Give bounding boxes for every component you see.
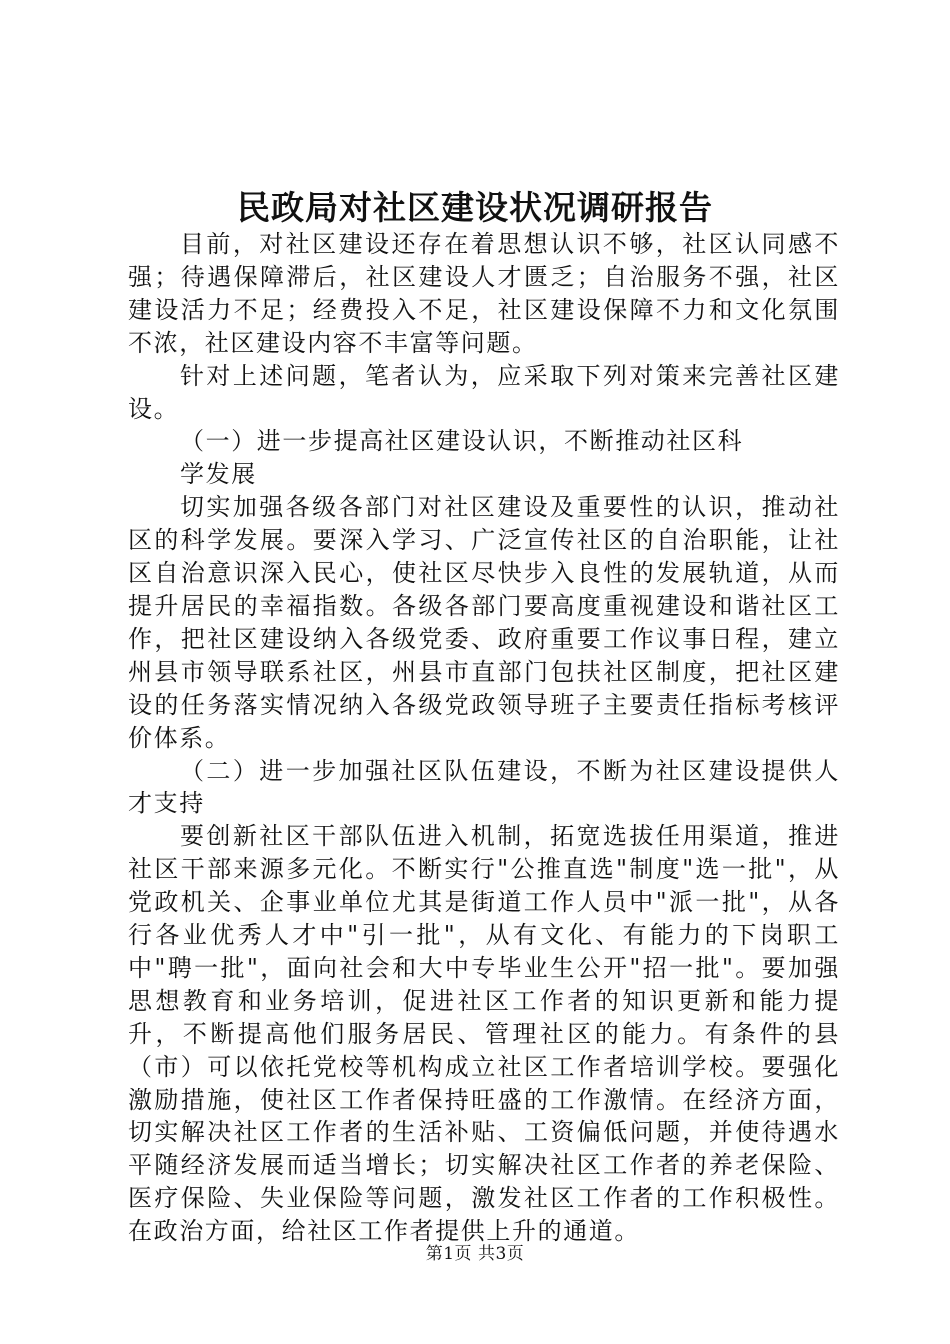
page-footer: 第1页 共3页: [425, 1244, 525, 1264]
document-body: [128, 228, 840, 1248]
section-1-heading-line-1: （一）进一步提高社区建设认识，不断推动社区科: [180, 427, 744, 456]
section-1-body: 切实加强各级各部门对社区建设及重要性的认识，推动社区的科学发展。要深入学习、广泛宣传社区的自治职能，让社区自治意识深入民心，使社区尽快步入良性的发展轨道，从而提升居民的幸福指数。各级各部门要高度重视建设和谐社区工作，把社区建设纳入各级党委、政府重要工作议事日程，建立州县市领导联系社区，州县市直部门包扶社区制度，把社区建设的任务落实情况纳入各级党政领导班子主要责任指标考核评价体系。: [128, 493, 840, 752]
document-title: 民政局对社区建设状况调研报告: [237, 188, 713, 227]
section-1-heading-line-2: 学发展: [180, 460, 257, 489]
strategy-paragraph: 针对上述问题，笔者认为，应采取下列对策来完善社区建设。: [128, 361, 840, 423]
section-2-heading: （二）进一步加强社区队伍建设，不断为社区建设提供人才支持: [128, 756, 840, 818]
intro-paragraph: 目前，对社区建设还存在着思想认识不够，社区认同感不强；待遇保障滞后，社区建设人才匮乏；自治服务不强，社区建设活力不足；经费投入不足，社区建设保障不力和文化氛围不浓，社区建设内容不丰富等问题。: [128, 230, 840, 357]
section-2-body: 要创新社区干部队伍进入机制，拓宽选拔任用渠道，推进社区干部来源多元化。不断实行"公推直选"制度"选一批"，从党政机关、企事业单位尤其是街道工作人员中"派一批"，从各行各业优秀人才中"引一批"，从有文化、有能力的下岗职工中"聘一批"，面向社会和大中专毕业生公开"招一批"。要加强思想教育和业务培训，促进社区工作者的知识更新和能力提升，不断提高他们服务居民、管理社区的能力。有条件的县（市）可以依托党校等机构成立社区工作者培训学校。要强化激励措施，使社区工作者保持旺盛的工作激情。在经济方面，切实解决社区工作者的生活补贴、工资偏低问题，并使待遇水平随经济发展而适当增长；切实解决社区工作者的养老保险、医疗保险、失业保险等问题，激发社区工作者的工作积极性。在政治方面，给社区工作者提供上升的通道。: [128, 822, 840, 1246]
